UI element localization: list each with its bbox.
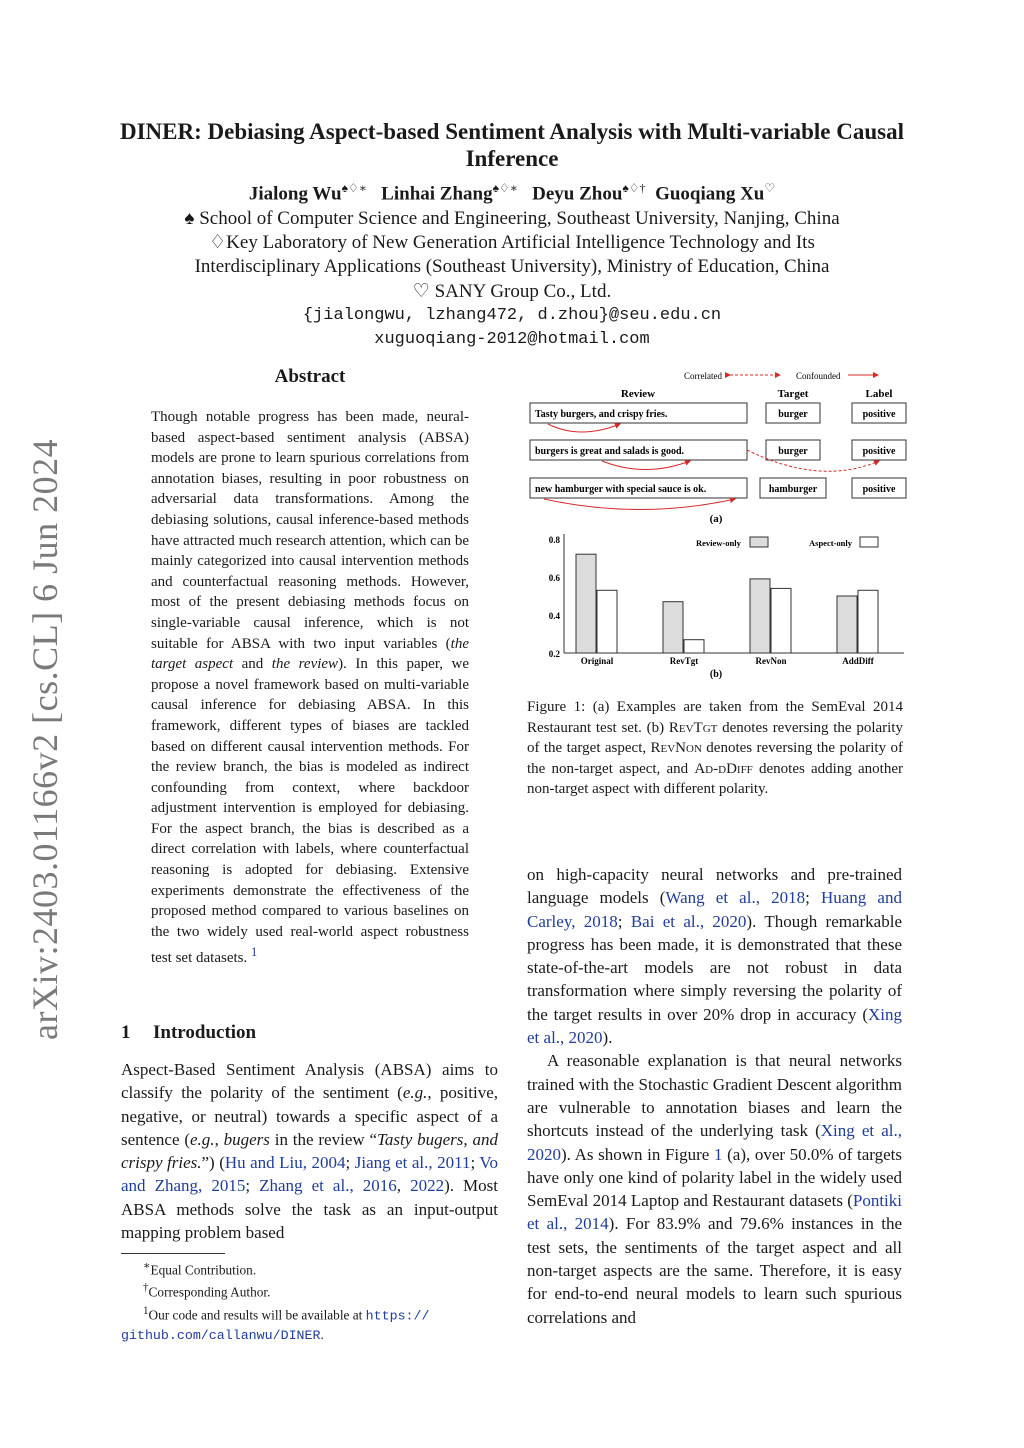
affiliation-line: ♠ School of Computer Science and Engineering, Southeast University, Nanjing, China <box>184 208 840 229</box>
y-tick-label: 0.4 <box>548 611 560 621</box>
footnote-equal-contribution: ∗Equal Contribution. <box>143 1260 257 1278</box>
x-tick-label: Original <box>580 656 614 666</box>
footnote-rule <box>121 1253 225 1254</box>
correlation-arrow <box>747 450 879 471</box>
author-marks: ♠♢∗ <box>341 181 367 195</box>
bar-chart <box>549 534 904 680</box>
arxiv-identifier: arXiv:2403.01166v2 [cs.CL] 6 Jun 2024 <box>25 438 65 1040</box>
x-tick-label: RevTgt <box>669 656 699 666</box>
review-text: new hamburger with special sauce is ok. <box>535 484 707 495</box>
code-url-link[interactable]: https:// <box>365 1308 430 1324</box>
author-name: Jialong Wu <box>248 183 342 205</box>
citation-link[interactable]: Pontiki et al., 2014 <box>527 1191 902 1234</box>
bar-aspect-only-adddiff <box>858 590 878 653</box>
context-arrow <box>602 461 690 470</box>
target-text: burger <box>778 409 808 420</box>
target-text: hamburger <box>768 484 818 495</box>
target-text: burger <box>778 446 808 457</box>
legend-aspect-only: Aspect-only <box>809 538 852 548</box>
paragraph: A reasonable explanation is that neural networks trained with the Stochastic Gradient Descent algorithm are vulnerable to annotation biases and learn the shortcuts instead of the underlying task (Xing et al., 2020). As shown in Figure 1 (a), over 50.0% of targets have only one kind of polarity label in the widely used SemEval 2014 Laptop and Restaurant datasets (Pontiki et al., 2014). For 83.9% and 79.6% instances in the test sets, the sentiments of the target aspect and all non-target aspects are the same. Therefore, it is easy for end-to-end neural models to learn such spurious correlations and <box>527 1051 902 1327</box>
bar-review-only-revnon <box>750 579 770 653</box>
figure-1 <box>520 362 912 682</box>
legend-review-only: Review-only <box>696 538 741 548</box>
label-text: positive <box>862 409 896 420</box>
footnote-link[interactable]: 1 <box>250 945 258 960</box>
figure-caption: Figure 1: (a) Examples are taken from the SemEval 2014 Restaurant test set. (b) RevTgt denotes reversing the polarity of the target aspect, RevNon denotes reversing the polarity of the non-target aspect, and Ad-dDiff denotes adding another non-target aspect with different polarity. <box>527 699 903 798</box>
footnote-code: $^1$Our code and results will be available at https:// <box>143 1304 430 1324</box>
x-tick-label: AddDiff <box>842 656 874 666</box>
bar-review-only-original <box>576 554 596 653</box>
citation-link[interactable]: Xing et al., 2020 <box>527 1004 902 1048</box>
affiliation-line: ♡ SANY Group Co., Ltd. <box>412 281 612 302</box>
abstract-body: Though notable progress has been made, neural-based aspect-based sentiment analysis (ABSA) models are prone to learn spurious correlations from annotation biases, resulting in poor robustness on adversarial data transformations. Among the debiasing solutions, causal inference-based methods have attracted much research attention, which can be mainly categorized into causal intervention methods and counterfactual reasoning methods. However, most of the present debiasing methods focus on single-variable causal inference, which is not suitable for ABSA with two input variables (the target aspect and the review). In this paper, we propose a novel framework based on multi-variable causal inference for debiasing ABSA. In this framework, different types of biases are tackled based on different causal intervention methods. For the review branch, the bias is modeled as indirect confounding from context, where backdoor adjustment intervention is employed for debiasing. For the aspect branch, the bias is described as a direct correlation with labels, where counterfactual reasoning is adopted for debiasing. Extensive experiments demonstrate the effectiveness of the proposed method compared to various baselines on the two widely used real-world aspect robustness test set datasets. $^1$ <box>151 409 469 967</box>
author-name: Linhai Zhang <box>381 183 493 205</box>
code-url-link[interactable]: github.com/callanwu/DINER <box>121 1328 321 1344</box>
paper-title: DINER: Debiasing Aspect-based Sentiment Analysis with Multi-variable Causal Inference <box>120 119 904 171</box>
figure-reference-link[interactable]: 1 <box>713 1144 723 1164</box>
author-name: Deyu Zhou <box>532 183 623 205</box>
author-name: Guoqiang Xu <box>655 183 765 205</box>
legend-swatch-aspect-only <box>860 537 878 547</box>
abstract-heading: Abstract <box>274 366 346 387</box>
panel-b-label: (b) <box>709 669 723 680</box>
section-heading-introduction: 1 Introduction <box>121 1022 257 1043</box>
citation-link[interactable]: 2022 <box>410 1176 445 1196</box>
author-email: xuguoqiang-2012@hotmail.com <box>374 330 650 349</box>
legend-correlated: Correlated <box>684 371 722 381</box>
author-email: {jialongwu, lzhang472, d.zhou}@seu.edu.cn <box>302 306 722 325</box>
context-arrow <box>544 499 735 510</box>
citation-link[interactable]: Bai et al., 2020 <box>630 911 747 931</box>
author-marks: ♡ <box>764 181 776 195</box>
panel-a-label: (a) <box>709 513 723 525</box>
citation-link[interactable]: Jiang et al., 2011 <box>354 1153 471 1173</box>
citation-link[interactable]: Hu and Liu, 2004 <box>224 1153 346 1173</box>
bar-review-only-adddiff <box>837 596 857 653</box>
introduction-paragraph: Aspect-Based Sentiment Analysis (ABSA) aims to classify the polarity of the sentiment (e.g., positive, negative, or neutral) towards a specific aspect of a sentence (e.g., bugers in the review “Tasty bugers, and crispy fries.”) (Hu and Liu, 2004; Jiang et al., 2011; Vo and Zhang, 2015; Zhang et al., 2016, 2022). Most ABSA methods solve the task as an input-output mapping problem based <box>121 1060 499 1243</box>
context-arrow <box>548 424 620 432</box>
y-tick-label: 0.6 <box>548 573 560 583</box>
bar-review-only-revtgt <box>663 602 683 653</box>
column-label: Label <box>865 388 893 400</box>
column-review: Review <box>620 388 656 400</box>
label-text: positive <box>862 446 896 457</box>
author-marks: ♠♢∗ <box>492 181 518 195</box>
x-tick-label: RevNon <box>755 656 787 666</box>
bar-aspect-only-original <box>597 590 617 653</box>
footnotes <box>121 1257 499 1345</box>
footnote-code-cont: github.com/callanwu/DINER. <box>121 1327 324 1344</box>
right-column-body <box>527 863 902 1329</box>
bar-aspect-only-revnon <box>771 588 791 653</box>
legend-confounded: Confounded <box>796 371 841 381</box>
citation-link[interactable]: Vo and Zhang, 2015 <box>121 1153 498 1196</box>
paragraph: on high-capacity neural networks and pre-trained language models (Wang et al., 2018; Huang and Carley, 2018; Bai et al., 2020). Though remarkable progress has been made, it is demonstrated that these state-of-the-art models are not robust in data transformation where simply reversing the polarity of the target results in over 20% drop in accuracy (Xing et al., 2020). <box>527 865 902 1048</box>
affiliation-line: Interdisciplinary Applications (Southeast University), Ministry of Education, China <box>194 256 830 277</box>
citation-link[interactable]: Wang et al., 2018 <box>665 888 806 908</box>
author-marks: ♠♢† <box>622 181 646 195</box>
affiliation-line: ♢Key Laboratory of New Generation Artificial Intelligence Technology and Its <box>209 232 815 253</box>
review-text: Tasty burgers, and crispy fries. <box>535 409 668 420</box>
y-tick-label: 0.8 <box>548 535 560 545</box>
legend-swatch-review-only <box>750 537 768 547</box>
bar-aspect-only-revtgt <box>684 640 704 653</box>
column-target: Target <box>777 388 809 400</box>
citation-link[interactable]: Zhang et al., 2016 <box>259 1176 397 1196</box>
citation-link[interactable]: Huang and Carley, 2018 <box>527 888 902 931</box>
citation-link[interactable]: Xing et al., 2020 <box>527 1121 902 1164</box>
y-tick-label: 0.2 <box>548 649 560 659</box>
footnote-corresponding: †Corresponding Author. <box>143 1282 271 1300</box>
author-list <box>100 181 924 205</box>
label-text: positive <box>862 484 896 495</box>
review-text: burgers is great and salads is good. <box>535 446 685 457</box>
